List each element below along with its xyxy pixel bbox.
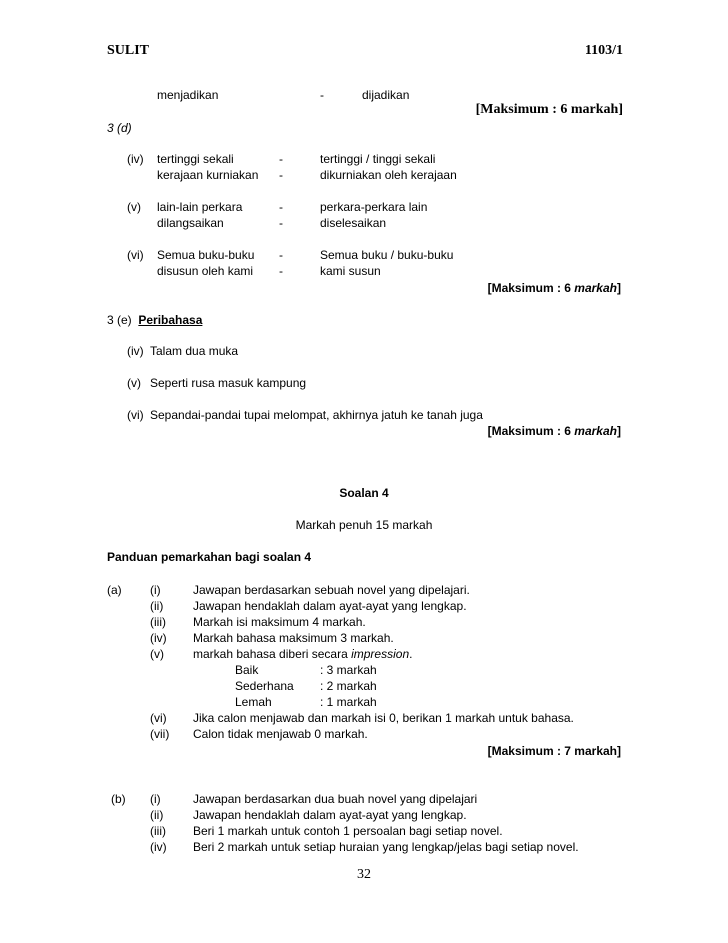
q4a-num: (iii) [150, 615, 166, 629]
q4a-v-text: markah bahasa diberi secara [193, 647, 352, 661]
q4a-v-italic: impression [351, 647, 410, 661]
max-text: ] [617, 424, 621, 438]
q3d-dash: - [279, 168, 283, 182]
q3d-dash: - [279, 200, 283, 214]
q3d-num: (v) [127, 200, 141, 214]
header-left: SULIT [107, 43, 150, 58]
q3d-right: Semua buku / buku-buku [320, 248, 454, 262]
q3d-right: kami susun [320, 264, 381, 278]
max-italic: markah [574, 424, 617, 438]
q4a-num: (vii) [150, 727, 170, 741]
q4a-text: Markah bahasa maksimum 3 markah. [193, 631, 394, 645]
q3e-num: (vi) [127, 408, 144, 422]
q4a-text: Calon tidak menjawab 0 markah. [193, 727, 368, 741]
q4a-text: Jika calon menjawab dan markah isi 0, berikan 1 markah untuk bahasa. [193, 711, 574, 725]
top-max: [Maksimum : 6 markah] [475, 102, 623, 117]
q3d-dash: - [279, 216, 283, 230]
q4b-text: Jawapan berdasarkan dua buah novel yang dipelajari [193, 792, 478, 806]
header-right: 1103/1 [584, 43, 623, 58]
score-value: : 3 markah [320, 663, 377, 677]
q4a-num: (v) [150, 647, 164, 661]
q4-subtitle: Markah penuh 15 markah [295, 518, 433, 532]
q4a-v-end: . [409, 647, 413, 661]
page-number: 32 [357, 867, 371, 882]
q3d-dash: - [279, 248, 283, 262]
q4a-text: Jawapan hendaklah dalam ayat-ayat yang lengkap. [193, 599, 467, 613]
q3d-right: tertinggi / tinggi sekali [320, 152, 436, 166]
q3e-title: Peribahasa [138, 313, 203, 327]
q3d-label: 3 (d) [107, 121, 132, 135]
q4b-num: (iv) [150, 840, 167, 854]
q4-title: Soalan 4 [339, 486, 389, 500]
top-word: menjadikan [157, 88, 219, 102]
q3d-right: perkara-perkara lain [320, 200, 428, 214]
q4b-text: Beri 2 markah untuk setiap huraian yang lengkap/jelas bagi setiap novel. [193, 840, 579, 854]
score-key: Sederhana [235, 679, 294, 693]
q3e-label: 3 (e) [107, 313, 132, 327]
q4a-text: Markah isi maksimum 4 markah. [193, 615, 366, 629]
q3e-text: Seperti rusa masuk kampung [150, 376, 307, 390]
top-dash: - [320, 88, 324, 102]
q3d-num: (iv) [127, 152, 144, 166]
q3d-num: (vi) [127, 248, 144, 262]
q3d-max [488, 281, 621, 295]
q4a-text: Jawapan berdasarkan sebuah novel yang dipelajari. [193, 583, 470, 597]
q3d-left: lain-lain perkara [157, 200, 243, 214]
q4b-text: Beri 1 markah untuk contoh 1 persoalan bagi setiap novel. [193, 824, 503, 838]
q4a-num: (vi) [150, 711, 167, 725]
q4b-label: (b) [111, 792, 126, 806]
q3e-num: (iv) [127, 344, 144, 358]
q3d-left: kerajaan kurniakan [157, 168, 259, 182]
top-result: dijadikan [362, 88, 410, 102]
q4a-max: [Maksimum : 7 markah] [487, 744, 621, 758]
q3d-left: dilangsaikan [157, 216, 224, 230]
q3d-left: disusun oleh kami [157, 264, 254, 278]
q4a-num: (i) [150, 583, 161, 597]
q4b-num: (iii) [150, 824, 166, 838]
q3d-dash: - [279, 152, 283, 166]
q3d-right: dikurniakan oleh kerajaan [320, 168, 457, 182]
max-italic: markah [574, 281, 617, 295]
q3d-dash: - [279, 264, 283, 278]
max-text: ] [617, 281, 621, 295]
q3e-heading [107, 313, 202, 327]
q4a-label: (a) [107, 583, 122, 597]
q3d-left: tertinggi sekali [157, 152, 234, 166]
q3d-right: diselesaikan [320, 216, 387, 230]
q4b-text: Jawapan hendaklah dalam ayat-ayat yang lengkap. [193, 808, 467, 822]
score-key: Baik [235, 663, 259, 677]
score-key: Lemah [235, 695, 272, 709]
score-value: : 2 markah [320, 679, 377, 693]
max-text: [Maksimum : 6 [487, 281, 575, 295]
q4a-text [193, 647, 412, 661]
score-value: : 1 markah [320, 695, 377, 709]
q3e-num: (v) [127, 376, 141, 390]
q3e-text: Sepandai-pandai tupai melompat, akhirnya jatuh ke tanah juga [150, 408, 483, 422]
q3d-left: Semua buku-buku [157, 248, 255, 262]
q4-guide: Panduan pemarkahan bagi soalan 4 [107, 550, 312, 564]
q4a-num: (ii) [150, 599, 164, 613]
q3e-text: Talam dua muka [150, 344, 239, 358]
q4a-num: (iv) [150, 631, 167, 645]
max-text: [Maksimum : 6 [487, 424, 575, 438]
q4b-num: (ii) [150, 808, 164, 822]
q3e-max [488, 424, 621, 438]
q4b-num: (i) [150, 792, 161, 806]
